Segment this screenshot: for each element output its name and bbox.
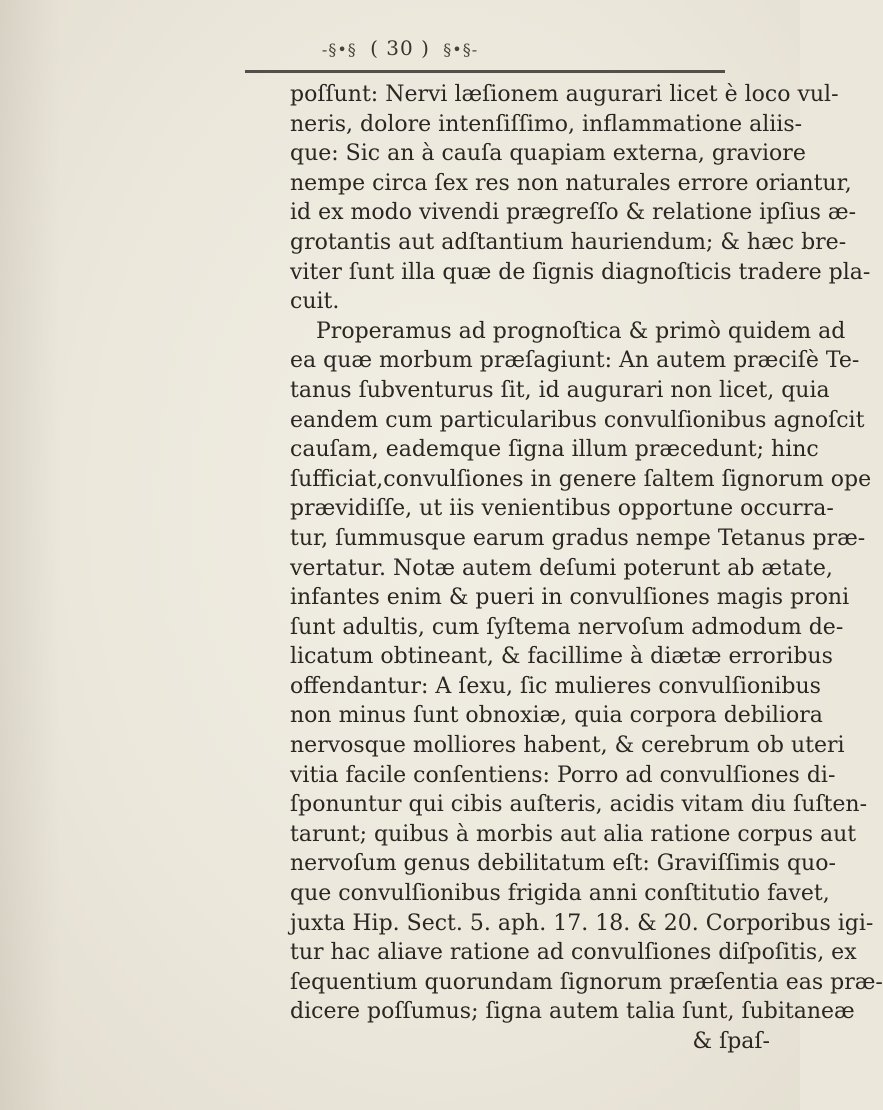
text-line: ſufficiat,convulſiones in genere ſaltem ſignorum ope xyxy=(290,466,872,492)
text-line: id ex modo vivendi prægreſſo & relatione ipſius æ- xyxy=(290,200,857,226)
page-gutter-shadow xyxy=(0,0,60,1110)
text-line: eandem cum particularibus convulſionibus agnoſcit xyxy=(290,407,865,433)
text-line: nervoſum genus debilitatum eſt: Graviſſimis quo- xyxy=(290,851,836,877)
header-rule xyxy=(245,70,725,73)
page-header xyxy=(0,36,800,60)
text-line: nervosque molliores habent, & cerebrum ob uteri xyxy=(290,733,845,759)
text-line: ſequentium quorundam ſignorum præſentia eas præ- xyxy=(290,969,883,995)
text-line: tur, ſummusque earum gradus nempe Tetanus præ- xyxy=(290,525,866,551)
text-line: Properamus ad prognoſtica & primò quidem ad xyxy=(316,318,846,344)
header-ornament-right: §•§- xyxy=(443,40,479,59)
text-line: poſſunt: Nervi læſionem augurari licet è loco vul- xyxy=(290,82,839,107)
text-line: ea quæ morbum præſagiunt: An autem præciſè Te- xyxy=(290,348,860,374)
header-ornament-left: -§•§ xyxy=(321,40,357,59)
text-line: non minus ſunt obnoxiæ, quia corpora debiliora xyxy=(290,703,823,729)
text-line: cauſam, eademque ſigna illum præcedunt; hinc xyxy=(290,437,819,463)
catchword: & ſpaſ- xyxy=(692,1029,770,1054)
page-number: ( 30 ) xyxy=(370,36,430,60)
text-line: ſponuntur qui cibis auſteris, acidis vitam diu ſuſten- xyxy=(290,792,868,818)
text-line: licatum obtineant, & facillime à diætæ erroribus xyxy=(290,644,833,670)
text-line: infantes enim & pueri in convulſiones magis proni xyxy=(290,585,850,611)
text-line: que convulſionibus frigida anni conſtitutio favet, xyxy=(290,881,830,907)
text-line: juxta Hip. Sect. 5. aph. 17. 18. & 20. Corporibus igi- xyxy=(290,910,874,936)
text-line: vitia facile conſentiens: Porro ad convulſiones di- xyxy=(290,762,836,788)
text-line: prævidiſſe, ut iis venientibus opportune occurra- xyxy=(290,496,834,522)
text-line: cuit. xyxy=(290,289,340,315)
text-line: viter ſunt illa quæ de ſignis diagnoſticis tradere pla- xyxy=(290,259,871,285)
text-line: tur hac aliave ratione ad convulſiones diſpoſitis, ex xyxy=(290,940,857,966)
text-line: nempe circa ſex res non naturales errore oriantur, xyxy=(290,170,852,196)
text-line: offendantur: A ſexu, ſic mulieres convulſionibus xyxy=(290,673,821,699)
text-line: neris, dolore intenſiſſimo, inflammatione aliis- xyxy=(290,111,803,137)
text-line: ſunt adultis, cum ſyſtema nervoſum admodum de- xyxy=(290,614,844,640)
text-line: vertatur. Notæ autem deſumi poterunt ab ætate, xyxy=(290,555,833,581)
text-line: dicere poſſumus; ſigna autem talia ſunt, ſubitaneæ xyxy=(290,999,855,1025)
text-line: tanus ſubventurus ſit, id augurari non licet, quia xyxy=(290,377,830,403)
text-line: tarunt; quibus à morbis aut alia ratione corpus aut xyxy=(290,821,857,847)
text-line: grotantis aut adſtantium hauriendum; & hæc bre- xyxy=(290,229,847,255)
body-text xyxy=(290,80,883,1057)
text-line: que: Sic an à cauſa quapiam externa, graviore xyxy=(290,141,806,167)
